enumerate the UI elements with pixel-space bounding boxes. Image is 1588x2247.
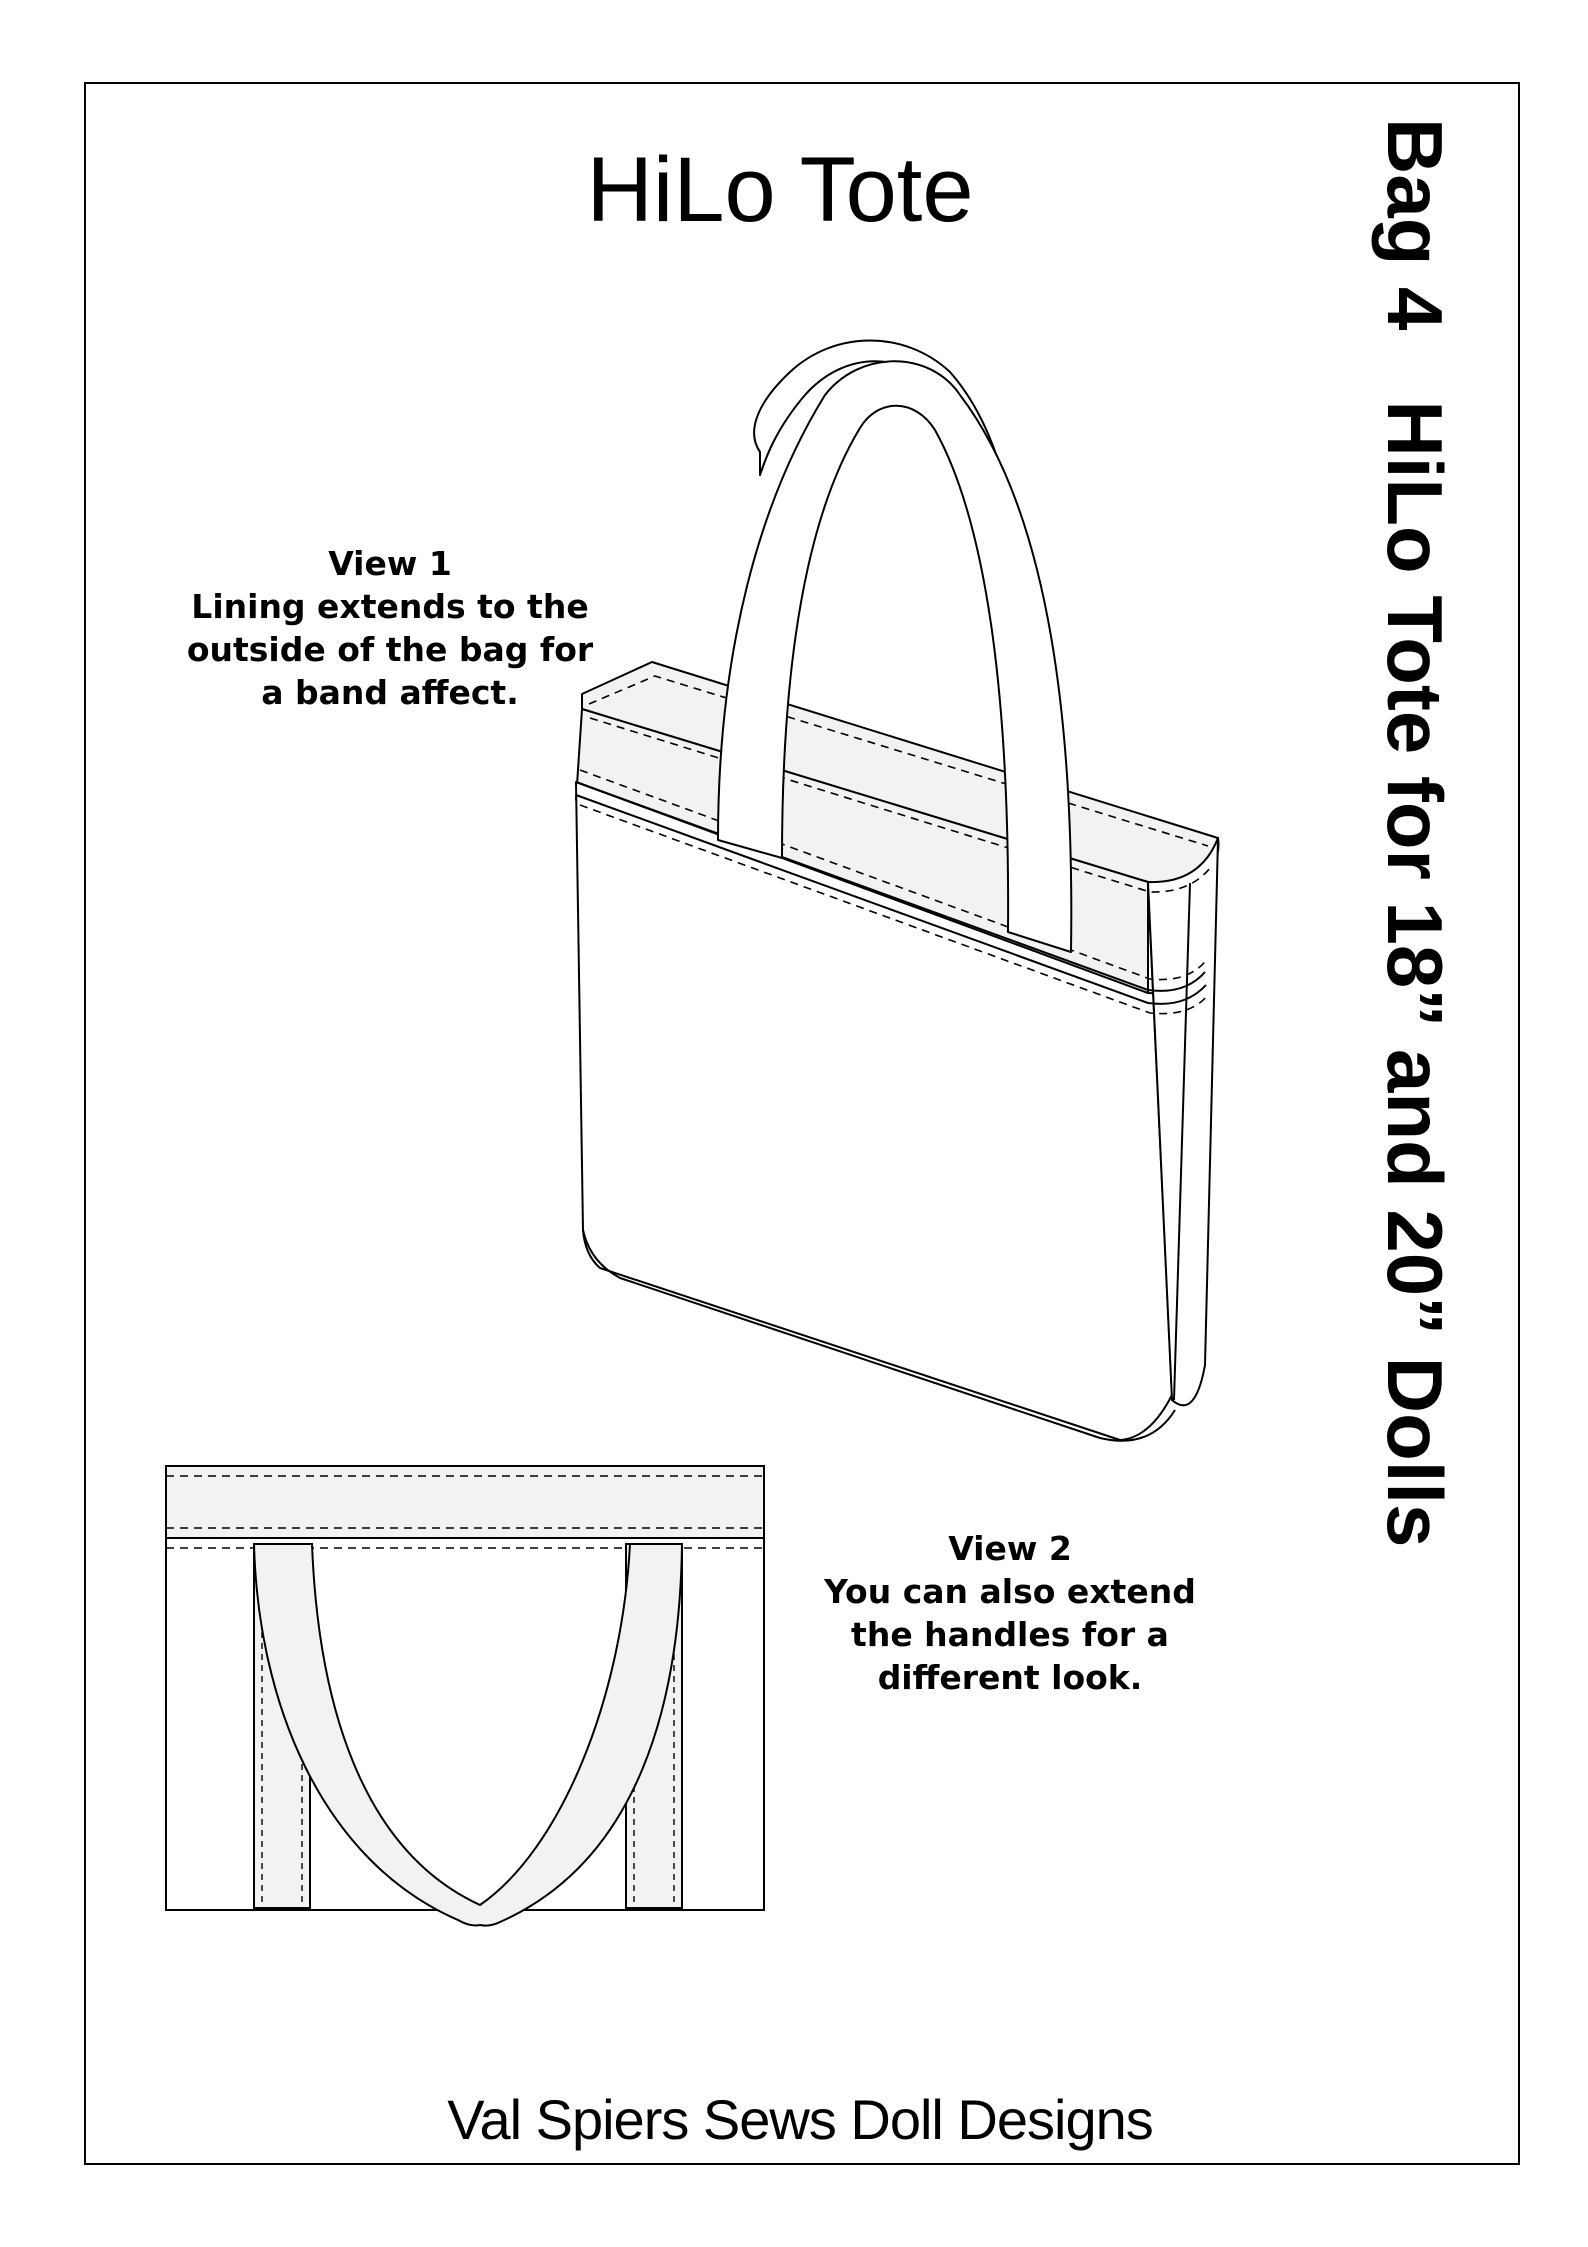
- tote-view2-illustration: [166, 1466, 764, 1926]
- view1-line: outside of the bag for: [186, 630, 594, 669]
- view2-line: different look.: [877, 1658, 1143, 1697]
- view2-line: the handles for a: [851, 1615, 1169, 1654]
- bag-number: Bag 4: [1371, 118, 1459, 331]
- view1-heading: View 1: [328, 544, 452, 583]
- footer-brand: Val Spiers Sews Doll Designs: [447, 2088, 1153, 2151]
- tote-view1-illustration: [576, 341, 1219, 1441]
- view2-line: You can also extend: [824, 1572, 1196, 1611]
- view1-line: Lining extends to the: [191, 587, 589, 626]
- view2-heading: View 2: [948, 1529, 1072, 1568]
- page-title: HiLo Tote: [586, 139, 974, 241]
- view1-line: a band affect.: [261, 673, 519, 712]
- bag-subtitle: HiLo Tote for 18” and 20” Dolls: [1371, 400, 1459, 1548]
